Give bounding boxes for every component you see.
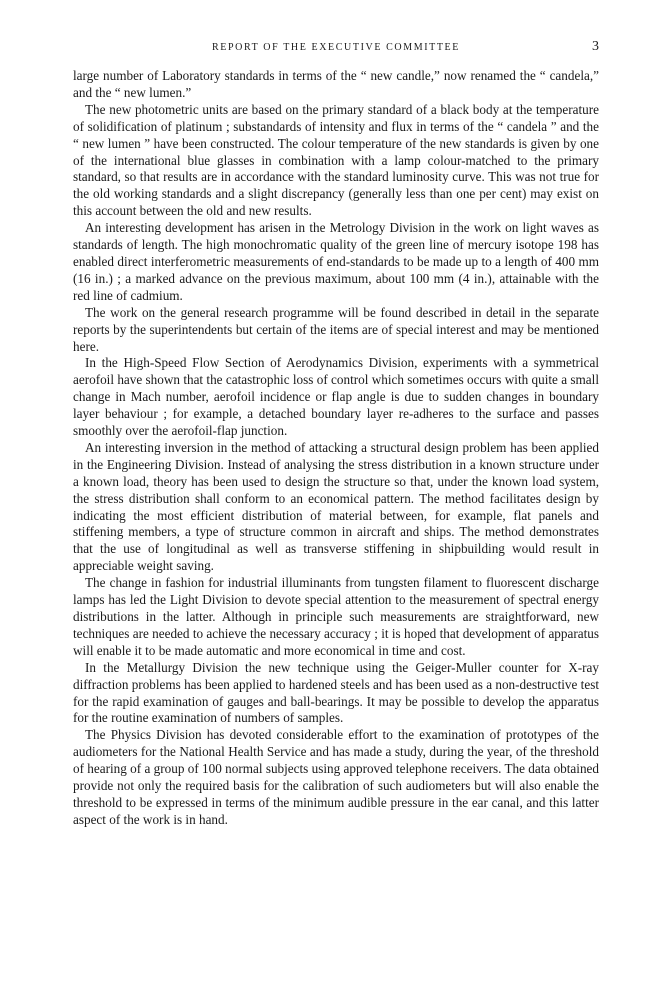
paragraph: The new photometric units are based on the primary standard of a black body at the temperature of solidification of platinum ; substandards of intensity and flux in terms of the “ candela ” and the “ new lumen ” have been constructed. The colour temperature of the new standards is given by one of the international blue glasses in combination with a lamp colour-matched to the primary standard, so that results are in accordance with the standard luminosity curve. This was not true for the old working standards and a slight discrepancy (generally less than one per cent) may exist on this account between the old and new results. [73,101,599,219]
body-text [73,68,599,829]
running-head: REPORT OF THE EXECUTIVE COMMITTEE [212,42,460,53]
paragraph: The change in fashion for industrial illuminants from tungsten filament to fluorescent discharge lamps has led the Light Division to devote special attention to the measurement of spectral energy distributions in the latter. Although in principle such measurements are straightforward, new techniques are needed to achieve the necessary accuracy ; it is hoped that development of apparatus will enable it to be made automatic and more economical in time and cost. [73,575,599,658]
paragraph: An interesting inversion in the method of attacking a structural design problem has been applied in the Engineering Division. Instead of analysing the stress distribution in a known structure under a known load, theory has been used to design the structure so that, under the known load system, the stress distribution shall conform to an economical pattern. The method facilitates design by indicating the most efficient distribution of material between, for example, flat panels and stiffening members, a type of structure common in aircraft and ships. The method demonstrates that the use of longitudinal as well as transverse stiffening in shipbuilding would result in appreciable weight saving. [73,439,599,574]
paragraph: In the High-Speed Flow Section of Aerodynamics Division, experiments with a symmetrical aerofoil have shown that the catastrophic loss of control which sometimes occurs with quite a small change in Mach number, aerofoil incidence or flap angle is due to sudden changes in boundary layer behaviour ; for example, a detached boundary layer re-adheres to the surface and passes smoothly over the aerofoil-flap junction. [73,355,599,439]
page-header [73,39,599,57]
paragraph: The Physics Division has devoted considerable effort to the examination of prototypes of the audiometers for the National Health Service and has made a study, during the year, of the threshold of hearing of a group of 100 normal subjects using approved telephone receivers. The data obtained provide not only the required basis for the calibration of such audiometers but will also enable the threshold to be expressed in terms of the minimum audible pressure in the ear canal, and this latter aspect of the work is in hand. [73,727,599,827]
paragraph: An interesting development has arisen in the Metrology Division in the work on light waves as standards of length. The high monochromatic quality of the green line of mercury isotope 198 has enabled direct interferometric measurements of end-standards to be made up to a length of 400 mm (16 in.) ; a marked advance on the previous maximum, about 100 mm (4 in.), attainable with the red line of cadmium. [73,220,599,303]
paragraph: large number of Laboratory standards in terms of the “ new candle,” now renamed the “ candela,” and the “ new lumen.” [73,68,599,100]
page-number: 3 [592,39,599,54]
paragraph: The work on the general research programme will be found described in detail in the separate reports by the superintendents but certain of the items are of special interest and may be mentioned here. [73,304,599,354]
paragraph: In the Metallurgy Division the new technique using the Geiger-Muller counter for X-ray diffraction problems has been applied to hardened steels and has been used as a non-destructive test for the rapid examination of gauges and ball-bearings. It may be possible to develop the apparatus for the routine examination of numbers of samples. [73,659,599,726]
